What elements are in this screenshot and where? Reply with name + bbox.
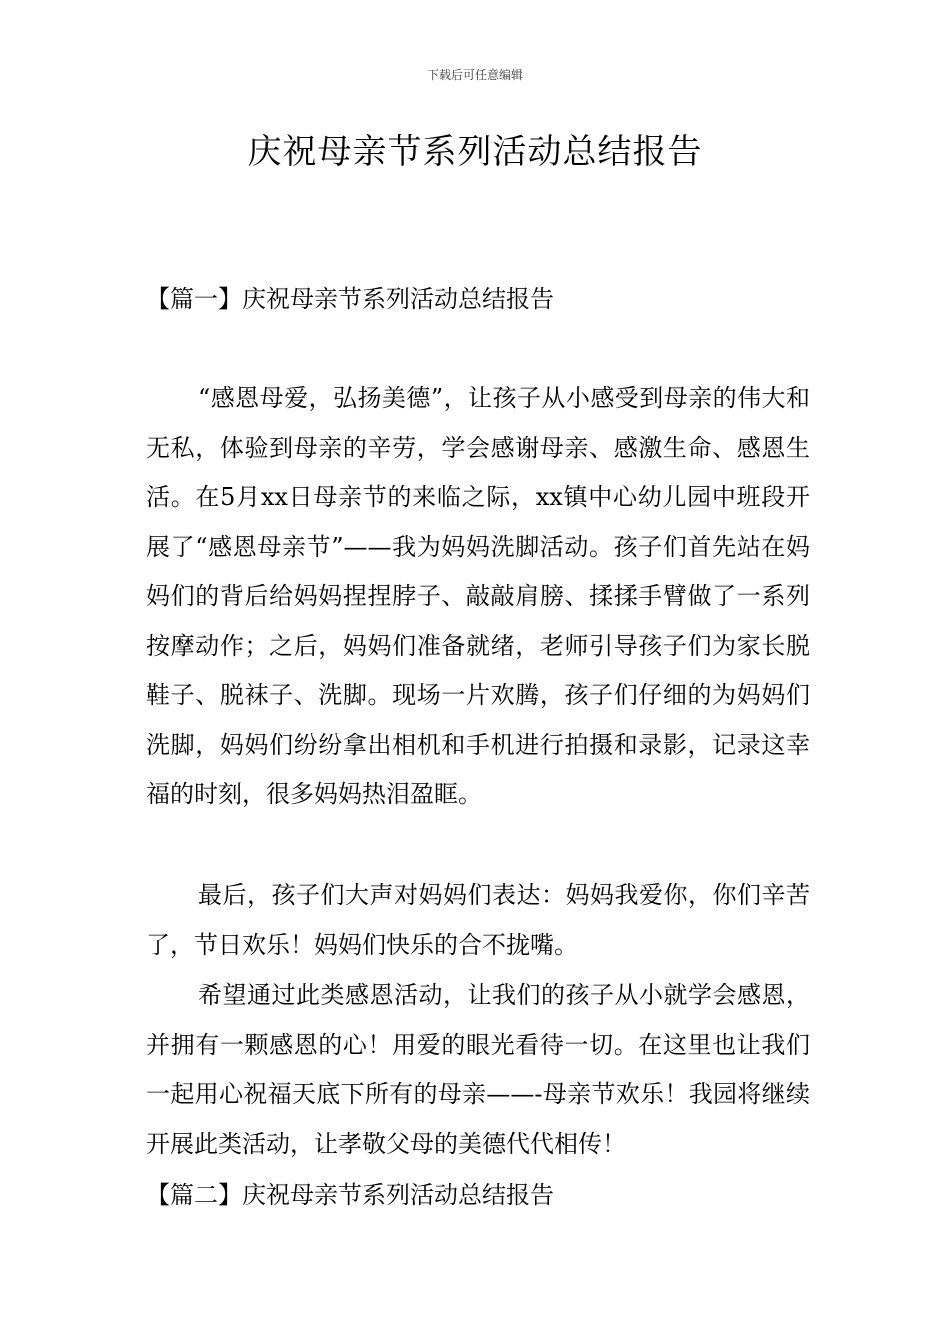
document-title: 庆祝母亲节系列活动总结报告 xyxy=(247,132,703,172)
body-paragraph-3: 希望通过此类感恩活动，让我们的孩子从小就学会感恩，并拥有一颗感恩的心！用爱的眼光看待一切。在这里也让我们一起用心祝福天底下所有的母亲——-母亲节欢乐！我园将继续开展此类活动，让孝敬父母的美德代代相传！ xyxy=(146,981,810,1158)
body-paragraph-2: 最后，孩子们大声对妈妈们表达：妈妈我爱你，你们辛苦了，节日欢乐！妈妈们快乐的合不拢嘴。 xyxy=(146,881,810,959)
section-heading-2: 【篇二】庆祝母亲节系列活动总结报告 xyxy=(146,1181,554,1209)
body-paragraph-1: “感恩母爱，弘扬美德”，让孩子从小感受到母亲的伟大和无私，体验到母亲的辛劳，学会感谢母亲、感激生命、感恩生活。在5月xx日母亲节的来临之际，xx镇中心幼儿园中班段开展了“感恩母亲节”——我为妈妈洗脚活动。孩子们首先站在妈妈们的背后给妈妈捏捏脖子、敲敲肩膀、揉揉手臂做了一系列按摩动作；之后，妈妈们准备就绪，老师引导孩子们为家长脱鞋子、脱袜子、洗脚。现场一片欢腾，孩子们仔细的为妈妈们洗脚，妈妈们纷纷拿出相机和手机进行拍摄和录影，记录这幸福的时刻，很多妈妈热泪盈眶。 xyxy=(146,384,810,808)
header-note: 下载后可任意编辑 xyxy=(426,68,523,82)
section-heading-1: 【篇一】庆祝母亲节系列活动总结报告 xyxy=(146,285,554,313)
